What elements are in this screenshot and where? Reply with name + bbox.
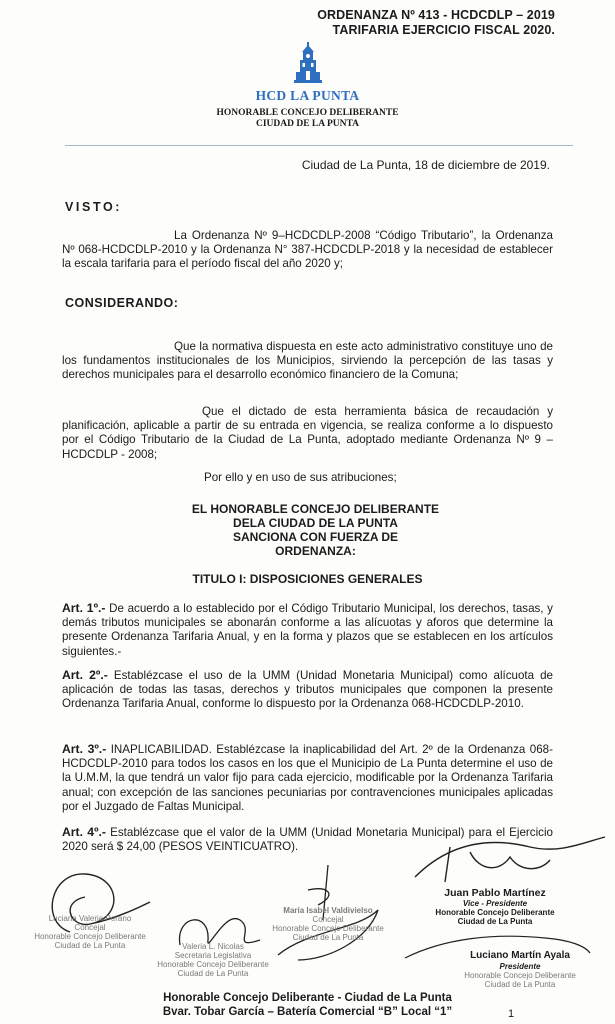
signature-org-1: Honorable Concejo Deliberante xyxy=(157,960,269,969)
signature-title: Concejal xyxy=(312,915,344,924)
article-label: Art. 2º.- xyxy=(62,668,108,682)
signature-title: Concejal xyxy=(74,923,106,932)
article-2 xyxy=(62,668,553,712)
title-1: TITULO I: DISPOSICIONES GENERALES xyxy=(192,572,423,586)
signature-title: Secretaria Legislativa xyxy=(174,951,252,960)
header-divider xyxy=(65,145,573,146)
ordinance-code: ORDENANZA Nº 413 - HCDCDLP – 2019 xyxy=(317,8,555,22)
footer-line-1: Honorable Concejo Deliberante - Ciudad de La Punta xyxy=(163,992,452,1004)
signature-org-2: Ciudad de La Punta xyxy=(177,969,249,978)
article-text: Establézcase que el valor de la UMM (Unidad Monetaria Municipal) para el Ejercicio 2020 será $ 24,00 (PESOS VEINTICUATRO). xyxy=(62,826,553,854)
signature-org-2: Ciudad de La Punta xyxy=(54,941,126,950)
visto-text: La Ordenanza Nº 9–HCDCDLP-2008 “Código Tributario”, la Ordenanza Nº 068-HCDCDLP-2010 y la Ordenanza N° 387-HCDCDLP-2018 y la necesidad de establecer la escala tarifaria para el período fiscal del año 2020 y; xyxy=(62,229,553,271)
signature-org-2: Ciudad de La Punta xyxy=(457,917,533,926)
town-hall-tower-icon xyxy=(293,42,323,86)
signature-org-1: Honorable Concejo Deliberante xyxy=(34,932,146,941)
signature-name: María Isabel Valdivielso xyxy=(283,906,373,915)
enactment-line-4: ORDENANZA: xyxy=(275,544,356,558)
visto-heading: VISTO: xyxy=(65,200,123,214)
article-text: INAPLICABILIDAD. Establézcase la inaplicabilidad del Art. 2º de la Ordenanza 068-HCDCDLP-2010 para todos los casos en los que el Municipio de La Punta determine el uso de la U.M.M, la que tendrá un valor fijo para cada ejercicio, modificable por la Ordenanza Tarifaria anual; con excepción de las sanciones pecuniarias por contravenciones municipales aplicadas por el Juzgado de Faltas Municipal. xyxy=(62,743,553,813)
article-label: Art. 4º.- xyxy=(62,825,106,839)
footer xyxy=(0,991,615,1019)
signature-title: Presidente xyxy=(499,962,541,971)
institution-name xyxy=(0,108,615,130)
signature-block-perano xyxy=(20,914,160,950)
article-1 xyxy=(62,601,553,659)
institution-line-2: CIUDAD DE LA PUNTA xyxy=(255,119,359,129)
article-text: Establézcase el uso de la UMM (Unidad Monetaria Municipal) como alícuota de aplicación de todas las tasas, derechos y tributos municipales que componen la presente Ordenanza Tarifaria Anual, conforme lo dispuesto por la Ordenanza 068-HCDCDLP-2010. xyxy=(62,669,553,711)
page-number: 1 xyxy=(508,1008,515,1020)
signature-org-1: Honorable Concejo Deliberante xyxy=(272,924,384,933)
article-3 xyxy=(62,742,553,814)
signature-block-nicolas xyxy=(148,942,278,978)
hcd-logo xyxy=(0,42,615,104)
considerando-paragraph-2: Que el dictado de esta herramienta básica de recaudación y planificación, aplicable a partir de su entrada en vigencia, se realiza conforme a lo dispuesto por el Código Tributario de la Ciudad de La Punta, adoptado mediante Ordenanza Nº 9 – HCDCDLP - 2008; xyxy=(62,405,553,461)
article-label: Art. 3º.- xyxy=(62,742,107,756)
signature-org-2: Ciudad de La Punta xyxy=(292,933,364,942)
ordinance-header xyxy=(317,8,555,38)
enactment-line-1: EL HONORABLE CONCEJO DELIBERANTE xyxy=(191,502,440,516)
signature-name: Valeria L. Nicolas xyxy=(182,942,244,951)
signature-org-1: Honorable Concejo Deliberante xyxy=(464,971,576,980)
considerando-paragraph-3: Por ello y en uso de sus atribuciones; xyxy=(204,471,397,484)
considerando-paragraph-1: Que la normativa dispuesta en este acto administrativo constituye uno de los fundamentos institucionales de los Municipios, sirviendo la percepción de las tasas y derechos municipales para el desarrollo económico financiero de la Comuna; xyxy=(62,340,553,382)
signature-org-1: Honorable Concejo Deliberante xyxy=(435,908,555,917)
enactment-line-2: DELA CIUDAD DE LA PUNTA xyxy=(233,516,398,530)
considerando-heading: CONSIDERANDO: xyxy=(65,296,179,310)
footer-line-2: Bvar. Tobar García – Batería Comercial “B” Local “1” xyxy=(162,1006,453,1018)
signature-title: Vice - Presidente xyxy=(462,899,528,908)
enactment-formula xyxy=(8,502,615,558)
signature-scribble-4 xyxy=(410,832,610,892)
logo-text: HCD LA PUNTA xyxy=(255,88,360,103)
enactment-line-3: SANCIONA CON FUERZA DE xyxy=(232,530,399,544)
institution-line-1: HONORABLE CONCEJO DELIBERANTE xyxy=(216,108,399,118)
signature-block-valdivielso xyxy=(268,906,388,942)
ordinance-subject: TARIFARIA EJERCICIO FISCAL 2020. xyxy=(332,23,555,37)
signature-name: Juan Pablo Martínez xyxy=(444,887,546,899)
article-label: Art. 1º.- xyxy=(62,601,106,615)
place-date: Ciudad de La Punta, 18 de diciembre de 2019. xyxy=(301,158,550,172)
signature-block-ayala xyxy=(445,950,595,989)
signature-name: Luciana Valeria Perano xyxy=(48,914,132,923)
article-text: De acuerdo a lo establecido por el Código Tributario Municipal, los derechos, tasas, y demás tributos municipales se abonarán conforme a las alícuotas y aforos que determine la presente Ordenanza Tarifaria Anual, y en la forma y plazos que se establecen en los artículos siguientes.- xyxy=(62,602,553,658)
signature-name: Luciano Martín Ayala xyxy=(470,950,570,961)
signature-org-2: Ciudad de La Punta xyxy=(484,980,556,989)
